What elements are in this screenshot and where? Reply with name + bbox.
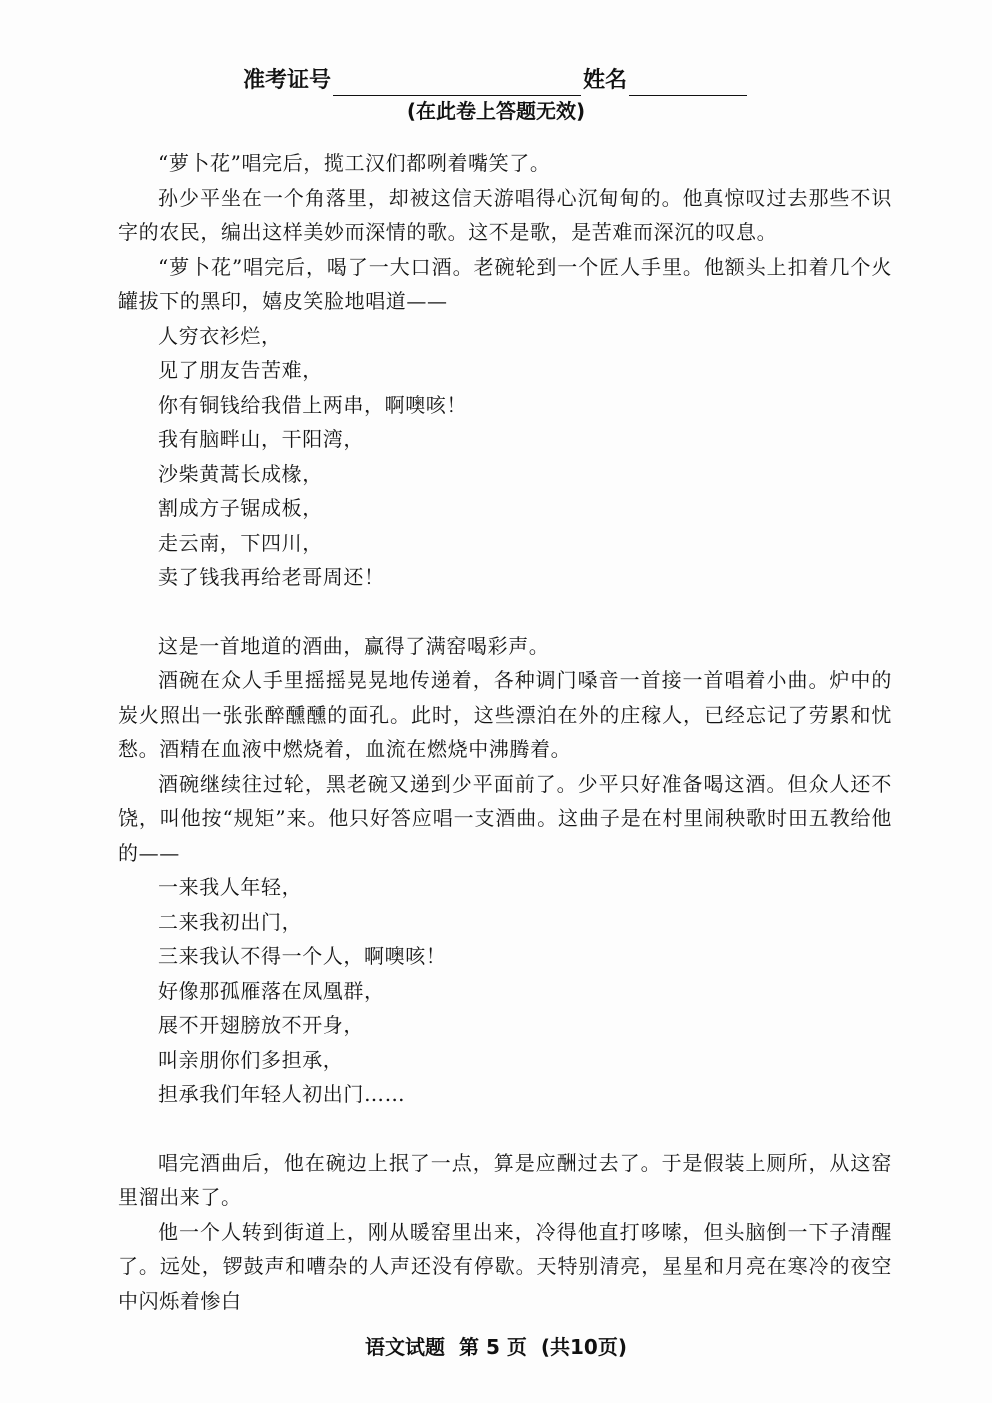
name-blank <box>629 73 747 96</box>
song-line: 卖了钱我再给老哥周还！ <box>158 565 385 589</box>
paragraph: 孙少平坐在一个角落里，却被这信天游唱得心沉甸甸的。他真惊叹过去那些不识字的农民，编出这样美妙而深情的歌。这不是歌，是苦难而深沉的叹息。 <box>118 185 892 244</box>
song-line: 你有铜钱给我借上两串，啊噢咳！ <box>158 392 467 417</box>
exam-id-blank <box>333 73 581 96</box>
paragraph: 唱完酒曲后，他在碗边上抿了一点，算是应酬过去了。于是假装上厕所，从这窑里溜出来了。 <box>118 1150 892 1209</box>
stanza-gap <box>118 595 892 629</box>
song-line: 二来我初出门， <box>158 909 303 934</box>
paragraph: “萝卜花”唱完后，喝了一大口酒。老碗轮到一个匠人手里。他额头上扣着几个火罐拔下的黑印，嬉皮笑脸地唱道—— <box>118 254 892 313</box>
invalid-answer-notice: (在此卷上答题无效) <box>406 99 586 123</box>
stanza-gap <box>118 1112 892 1146</box>
song-line: 人穷衣衫烂， <box>158 323 282 348</box>
song-line: 割成方子锯成板， <box>158 496 323 520</box>
paragraph: 酒碗继续往过轮，黑老碗又递到少平面前了。少平只好准备喝这酒。但众人还不饶，叫他按“规矩”来。他只好答应唱一支酒曲。这曲子是在村里闹秧歌时田五教给他的—— <box>118 771 892 865</box>
footer-total-pages: (共10页) <box>540 1335 627 1359</box>
song-line: 展不开翅膀放不开身， <box>158 1013 364 1037</box>
song-line: 沙柴黄蒿长成椽， <box>158 461 323 486</box>
passage-body <box>118 146 892 1318</box>
song-line: 走云南，下四川， <box>158 530 323 555</box>
paragraph: “萝卜花”唱完后，揽工汉们都咧着嘴笑了。 <box>158 151 551 175</box>
song-line: 我有脑畔山，干阳湾， <box>158 427 364 451</box>
paragraph: 酒碗在众人手里摇摇晃晃地传递着，各种调门嗓音一首接一首唱着小曲。炉中的炭火照出一张张醉醺醺的面孔。此时，这些漂泊在外的庄稼人，已经忘记了劳累和忧愁。酒精在血液中燃烧着，血流在燃烧中沸腾着。 <box>118 668 892 761</box>
song-line: 见了朋友告苦难， <box>158 358 323 382</box>
footer-subject: 语文试题 <box>365 1335 446 1359</box>
exam-header <box>0 66 992 96</box>
song-line: 一来我人年轻， <box>158 875 303 899</box>
paragraph: 他一个人转到街道上，刚从暖窑里出来，冷得他直打哆嗦，但头脑倒一下子清醒了。远处，锣鼓声和嘈杂的人声还没有停歇。天特别清亮，星星和月亮在寒冷的夜空中闪烁着惨白 <box>118 1219 892 1313</box>
song-line: 担承我们年轻人初出门…… <box>158 1082 406 1106</box>
song-line: 三来我认不得一个人，啊噢咳！ <box>158 944 447 968</box>
name-label: 姓名 <box>583 68 628 93</box>
page-footer <box>0 1334 992 1360</box>
song-line: 好像那孤雁落在凤凰群， <box>158 978 385 1003</box>
exam-id-label: 准考证号 <box>242 68 331 93</box>
footer-page-number: 第 5 页 <box>459 1335 527 1359</box>
paragraph: 这是一首地道的酒曲，赢得了满窑喝彩声。 <box>158 633 550 658</box>
song-line: 叫亲朋你们多担承， <box>158 1047 344 1072</box>
